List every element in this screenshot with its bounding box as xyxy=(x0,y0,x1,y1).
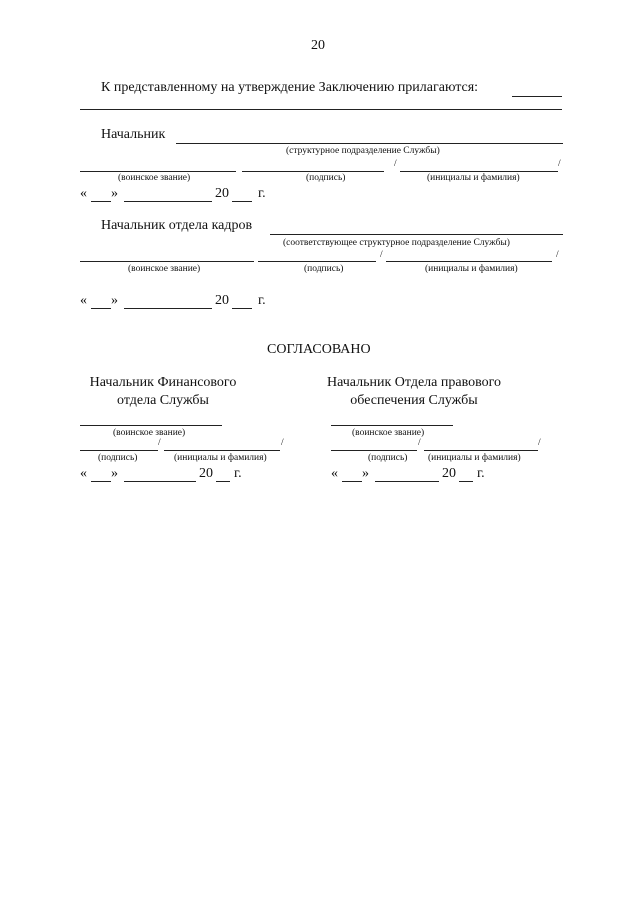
finance-chief-rank-caption: (воинское звание) xyxy=(113,428,186,438)
hr-chief-date-year-suffix: г. xyxy=(258,293,266,308)
chief-unit-field[interactable] xyxy=(176,143,563,144)
chief-date-year-suffix: г. xyxy=(258,186,266,201)
hr-chief-sign-caption: (подпись) xyxy=(304,264,344,274)
finance-chief-rank-field[interactable] xyxy=(80,425,222,426)
legal-chief-rank-caption: (воинское звание) xyxy=(352,428,425,438)
chief-date-day-field[interactable] xyxy=(91,201,111,202)
finance-chief-date-year-prefix: 20 xyxy=(199,466,213,481)
chief-date-year-prefix: 20 xyxy=(215,186,229,201)
finance-chief-title-line2: отдела Службы xyxy=(117,393,209,408)
legal-chief-sign-caption: (подпись) xyxy=(368,453,408,463)
legal-chief-slash-1: / xyxy=(418,438,421,448)
chief-slash-1: / xyxy=(394,159,397,169)
finance-chief-title-line1: Начальник Финансового xyxy=(89,375,237,390)
legal-chief-title-line1: Начальник Отдела правового xyxy=(326,375,501,390)
finance-chief-date-month-field[interactable] xyxy=(124,481,196,482)
legal-chief-date-month-field[interactable] xyxy=(375,481,439,482)
legal-chief-rank-field[interactable] xyxy=(331,425,453,426)
legal-chief-date-year-suffix: г. xyxy=(477,466,485,481)
legal-chief-title-line2: обеспечения Службы xyxy=(350,393,478,408)
finance-chief-name-field[interactable] xyxy=(164,450,280,451)
finance-chief-sign-caption: (подпись) xyxy=(98,453,138,463)
hr-chief-date-day-field[interactable] xyxy=(91,308,111,309)
page-number: 20 xyxy=(311,38,325,53)
chief-date-month-field[interactable] xyxy=(124,201,212,202)
chief-name-caption: (инициалы и фамилия) xyxy=(427,173,520,183)
legal-chief-date-close-quote: » xyxy=(362,466,369,481)
finance-chief-name-caption: (инициалы и фамилия) xyxy=(174,453,267,463)
chief-title: Начальник xyxy=(101,127,166,142)
chief-date-close-quote: » xyxy=(111,186,118,201)
chief-name-field[interactable] xyxy=(400,171,558,172)
legal-chief-slash-2: / xyxy=(538,438,541,448)
hr-chief-date-open-quote: « xyxy=(80,293,87,308)
legal-chief-date-year-field[interactable] xyxy=(459,481,473,482)
legal-chief-name-caption: (инициалы и фамилия) xyxy=(428,453,521,463)
hr-chief-date-month-field[interactable] xyxy=(124,308,212,309)
chief-sign-field[interactable] xyxy=(242,171,384,172)
hr-chief-slash-2: / xyxy=(556,250,559,260)
hr-chief-slash-1: / xyxy=(380,250,383,260)
chief-date-year-field[interactable] xyxy=(232,201,252,202)
chief-unit-caption: (структурное подразделение Службы) xyxy=(286,146,440,156)
finance-chief-sign-field[interactable] xyxy=(80,450,158,451)
finance-chief-date-close-quote: » xyxy=(111,466,118,481)
chief-slash-2: / xyxy=(558,159,561,169)
legal-chief-date-year-prefix: 20 xyxy=(442,466,456,481)
legal-chief-date-day-field[interactable] xyxy=(342,481,362,482)
chief-rank-caption: (воинское звание) xyxy=(118,173,191,183)
hr-chief-title: Начальник отдела кадров xyxy=(101,218,253,233)
attachments-blank-2[interactable] xyxy=(80,109,562,110)
attachments-intro: К представленному на утверждение Заключению прилагаются: xyxy=(101,80,479,95)
agreed-heading: СОГЛАСОВАНО xyxy=(267,342,371,357)
legal-chief-sign-field[interactable] xyxy=(331,450,417,451)
chief-date-open-quote: « xyxy=(80,186,87,201)
chief-rank-field[interactable] xyxy=(80,171,236,172)
finance-chief-date-open-quote: « xyxy=(80,466,87,481)
chief-sign-caption: (подпись) xyxy=(306,173,346,183)
hr-chief-unit-caption: (соответствующее структурное подразделение Службы) xyxy=(283,238,510,248)
hr-chief-sign-field[interactable] xyxy=(258,261,376,262)
legal-chief-name-field[interactable] xyxy=(424,450,538,451)
finance-chief-date-year-suffix: г. xyxy=(234,466,242,481)
legal-chief-date-open-quote: « xyxy=(331,466,338,481)
finance-chief-slash-1: / xyxy=(158,438,161,448)
finance-chief-date-year-field[interactable] xyxy=(216,481,230,482)
hr-chief-rank-caption: (воинское звание) xyxy=(128,264,201,274)
hr-chief-name-caption: (инициалы и фамилия) xyxy=(425,264,518,274)
finance-chief-slash-2: / xyxy=(281,438,284,448)
hr-chief-name-field[interactable] xyxy=(386,261,552,262)
hr-chief-date-year-field[interactable] xyxy=(232,308,252,309)
finance-chief-date-day-field[interactable] xyxy=(91,481,111,482)
hr-chief-unit-field[interactable] xyxy=(270,234,563,235)
hr-chief-date-year-prefix: 20 xyxy=(215,293,229,308)
attachments-blank-1[interactable] xyxy=(512,96,562,97)
hr-chief-rank-field[interactable] xyxy=(80,261,254,262)
hr-chief-date-close-quote: » xyxy=(111,293,118,308)
